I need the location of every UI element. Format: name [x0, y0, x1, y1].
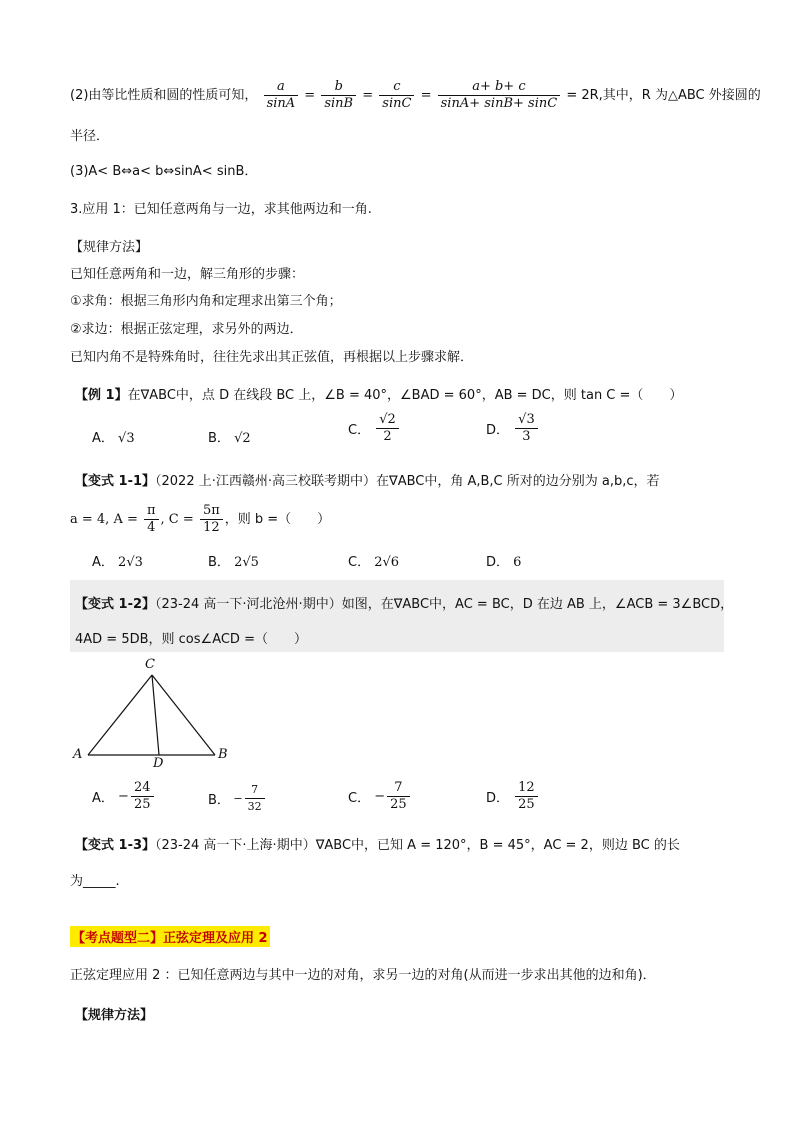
section2-method-head: 【规律方法】 — [75, 1008, 154, 1023]
method-head: 【规律方法】 — [70, 240, 149, 255]
variant12-option-d[interactable]: D． $\frac{12}{25}$ — [486, 780, 540, 813]
example1-tag: 【例 1】 — [75, 388, 128, 403]
app1-line: 3.应用 1：已知任意两角与一边，求其他两边和一角. — [70, 202, 372, 217]
method-line-2: ①求角：根据三角形内角和定理求出第三个角； — [70, 294, 342, 309]
variant13-tag: 【变式 1-3】 — [75, 838, 156, 853]
variant11-option-c[interactable]: C． 2√6 — [348, 555, 400, 570]
frac-sum: $\frac{a+ b+ c}{\sin A+ \sin B+ \sin C}$ — [438, 79, 561, 112]
p2-prefix: (2)由等比性质和圆的性质可知， — [70, 88, 258, 103]
p3-line: (3)A< B⇔a< b⇔sinA< sinB． — [70, 164, 258, 179]
p2-tail: = 2R,其中，R 为△ABC 外接圆的 — [566, 88, 761, 103]
eq-sign: = — [304, 88, 316, 103]
frac-c-sinC: $\frac{c}{\sin C}$ — [379, 79, 414, 112]
example1-option-a[interactable]: A． √3 — [92, 431, 135, 446]
variant13-stem — [75, 834, 680, 853]
variant11-tag: 【变式 1-1】 — [75, 474, 156, 489]
label-b: B — [218, 747, 228, 762]
side-ac — [88, 675, 152, 755]
variant11-option-d[interactable]: D． 6 — [486, 555, 522, 570]
frac-a-sinA: $\frac{a}{\sin A}$ — [264, 79, 299, 112]
side-bc — [152, 675, 215, 755]
section2-title: 【考点题型二】正弦定理及应用 2 — [70, 926, 270, 947]
p2-line — [70, 76, 761, 116]
label-c: C — [145, 657, 155, 672]
example1-option-c[interactable]: C． $\frac{√2}{2}$ — [348, 412, 401, 445]
p2-line2: 半径． — [70, 129, 110, 144]
segment-cd — [152, 675, 159, 755]
example1-option-d[interactable]: D． $\frac{√3}{3}$ — [486, 412, 540, 445]
variant12-option-c[interactable]: C． − $\frac{7}{25}$ — [348, 780, 412, 813]
variant11-stem — [75, 470, 660, 489]
variant13-text: （23-24 高一下·上海·期中）∇ABC中，已知 A = 120°，B = 45°，AC = 2，则边 BC 的长 — [155, 838, 680, 853]
variant12-tag: 【变式 1-2】 — [75, 597, 156, 612]
eq-sign: = — [420, 88, 432, 103]
variant12-text: （23-24 高一下·河北沧州·期中）如图，在∇ABC中，AC = BC，D 在边 AB 上，∠ACB = 3∠BCD， — [155, 597, 734, 612]
frac-b-sinB: $\frac{b}{\sin B}$ — [321, 79, 356, 112]
variant11-line2: a = 4, A = $\frac{\pi}{4}$ , C = $\frac{5\pi}{12}$ ，则 b =（ ） — [70, 503, 331, 535]
example1-stem — [75, 384, 682, 403]
variant11-option-b[interactable]: B． 2√5 — [208, 555, 259, 570]
method-line-3: ②求边：根据正弦定理，求另外的两边． — [70, 322, 303, 337]
method-line-4: 已知内角不是特殊角时，往往先求出其正弦值，再根据以上步骤求解． — [70, 350, 474, 365]
variant11-text: （2022 上·江西赣州·高三校联考期中）在∇ABC中，角 A,B,C 所对的边分别为 a,b,c，若 — [155, 474, 660, 489]
method-line-1: 已知任意两角和一边，解三角形的步骤： — [70, 267, 305, 282]
section2-desc: 正弦定理应用 2 ：已知任意两边与其中一边的对角，求另一边的对角(从而进一步求出其他的边和角)． — [70, 968, 656, 983]
variant12-stem — [75, 593, 733, 612]
example1-text: 在∇ABC中，点 D 在线段 BC 上，∠B = 40°，∠BAD = 60°，AB = DC，则 tan C =（ ） — [127, 388, 683, 403]
variant11-option-a[interactable]: A． 2√3 — [92, 555, 143, 570]
eq-sign: = — [362, 88, 374, 103]
variant12-option-a[interactable]: A． − $\frac{24}{25}$ — [92, 780, 156, 813]
variant12-line2: 4AD = 5DB，则 cos∠ACD =（ ） — [75, 632, 307, 647]
variant13-line2: 为_____. — [70, 874, 120, 889]
example1-option-b[interactable]: B． √2 — [208, 431, 251, 446]
label-d: D — [153, 756, 164, 771]
variant12-option-b[interactable]: B． − $\frac{7}{32}$ — [208, 782, 267, 815]
label-a: A — [73, 747, 83, 762]
